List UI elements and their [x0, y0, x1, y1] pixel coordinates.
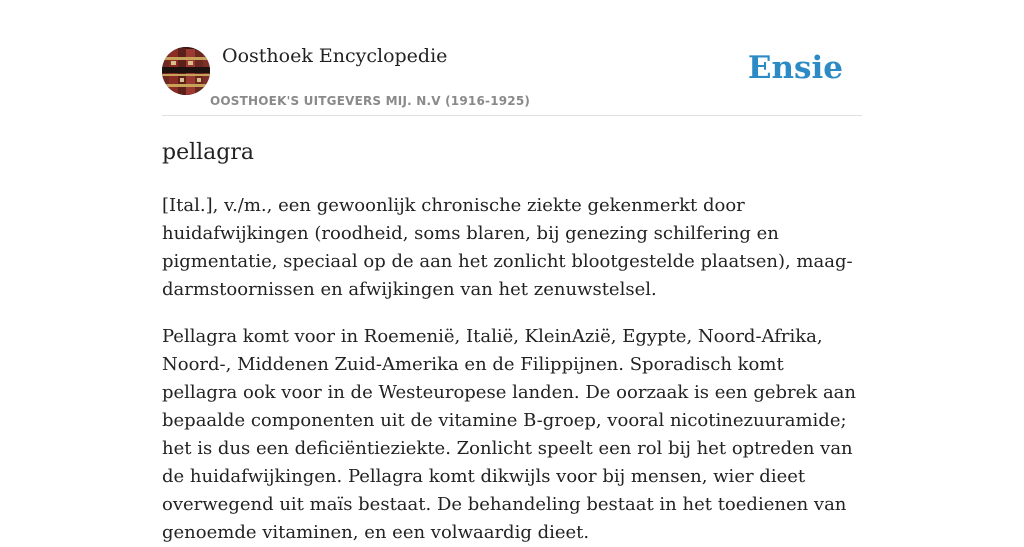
brand-logo[interactable]: Ensie	[747, 50, 843, 86]
site-header	[162, 0, 862, 116]
entry-title: pellagra	[162, 140, 255, 165]
page	[162, 0, 862, 543]
book-spines-icon	[162, 47, 210, 95]
entry-paragraph-2: Pellagra komt voor in Roemenië, Italië, KleinAzië, Egypte, Noord-Afrika, Noord-, Middenen Zuid-Amerika en de Filippijnen. Sporadisch komt pellagra ook voor in de Westeuropese landen. De oorzaak is een gebrek aan bepaalde componenten uit de vitamine B-groep, vooral nicotinezuuramide; het is dus een deficiëntieziekte. Zonlicht speelt een rol bij het optreden van de huidafwijkingen. Pellagra komt dikwijls voor bij mensen, wier dieet overwegend uit maïs bestaat. De behandeling bestaat in het toedienen van genoemde vitaminen, en een volwaardig dieet.	[162, 326, 856, 543]
entry-paragraph-1: [Ital.], v./m., een gewoonlijk chronische ziekte gekenmerkt door huidafwijkingen (roodheid, soms blaren, bij genezing schilfering en pigmentatie, speciaal op de aan het zonlicht blootgestelde plaatsen), maag-darmstoornissen en afwijkingen van het zenuwstelsel.	[162, 195, 853, 300]
avatar[interactable]	[162, 47, 210, 95]
site-title[interactable]: Oosthoek Encyclopedie	[222, 45, 448, 67]
publisher-subtitle: OOSTHOEK'S UITGEVERS MIJ. N.V (1916-1925)	[210, 94, 531, 108]
